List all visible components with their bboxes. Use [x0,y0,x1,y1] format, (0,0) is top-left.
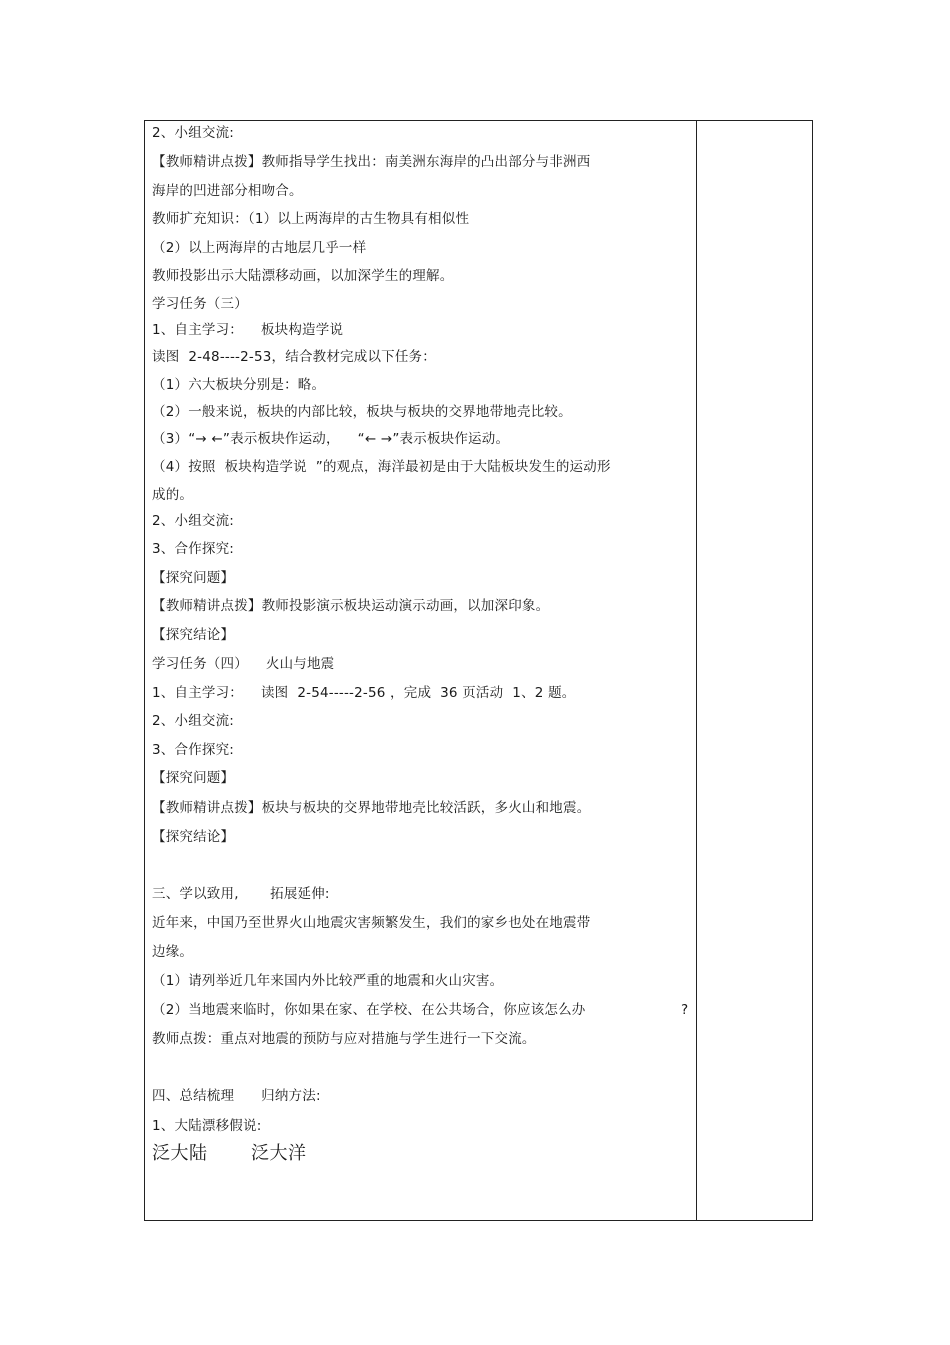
text-line: 边缘。 [152,944,194,960]
text-line: 读图 2-48----2-53，结合教材完成以下任务： [152,349,436,365]
text-line: 近年来，中国乃至世界火山地震灾害频繁发生，我们的家乡也处在地震带 [152,915,591,931]
question-mark: ? [681,1002,689,1018]
text-line: （3）“→ ←”表示板块作运动， “← →”表示板块作运动。 [152,431,510,447]
text-line: 海岸的凹进部分相吻合。 [152,183,303,199]
text-line: 【教师精讲点拨】教师指导学生找出：南美洲东海岸的凸出部分与非洲西 [152,154,591,170]
text-line: 成的。 [152,487,194,503]
text-line: 1、自主学习： 读图 2-54-----2-56 ，完成 36 页活动 1、2 题。 [152,685,576,701]
section-heading: 学习任务（四） 火山与地震 [152,656,335,672]
text-line: （1）请列举近几年来国内外比较严重的地震和火山灾害。 [152,973,504,989]
section-heading: 四、总结梳理 归纳方法: [152,1088,321,1104]
text-line: （2）以上两海岸的古地层几乎一样 [152,240,367,256]
text-line: 教师投影出示大陆漂移动画，以加深学生的理解。 [152,268,454,284]
section-heading: 三、学以致用, 拓展延伸: [152,886,330,902]
text-line: 2、小组交流: [152,713,235,729]
handwritten-answer: 泛大陆 泛大洋 [152,1143,307,1164]
text-line: 教师扩充知识：（1）以上两海岸的古生物具有相似性 [152,211,470,227]
text-line: （2）当地震来临时，你如果在家、在学校、在公共场合，你应该怎么办 [152,1002,586,1018]
text-line: 【探究问题】 [152,570,235,586]
text-line: 【探究结论】 [152,829,235,845]
text-line: 【探究结论】 [152,627,235,643]
text-line: 3、合作探究: [152,742,235,758]
text-line: 3、合作探究: [152,541,235,557]
section-heading: 学习任务（三） [152,296,248,312]
text-line: （4）按照 板块构造学说 ”的观点，海洋最初是由于大陆板块发生的运动形 [152,459,611,475]
text-line: 1、大陆漂移假说: [152,1118,262,1134]
text-line: 教师点拨：重点对地震的预防与应对措施与学生进行一下交流。 [152,1031,536,1047]
text-line: （2）一般来说，板块的内部比较，板块与板块的交界地带地壳比较。 [152,404,572,420]
text-line: （1）六大板块分别是：略。 [152,377,326,393]
text-line: 【探究问题】 [152,770,235,786]
text-line: 【教师精讲点拨】板块与板块的交界地带地壳比较活跃，多火山和地震。 [152,800,591,816]
text-line: 1、自主学习： 板块构造学说 [152,322,344,338]
text-line: 2、小组交流: [152,513,235,529]
text-line: 2、小组交流: [152,125,235,141]
text-line: 【教师精讲点拨】教师投影演示板块运动演示动画，以加深印象。 [152,598,550,614]
